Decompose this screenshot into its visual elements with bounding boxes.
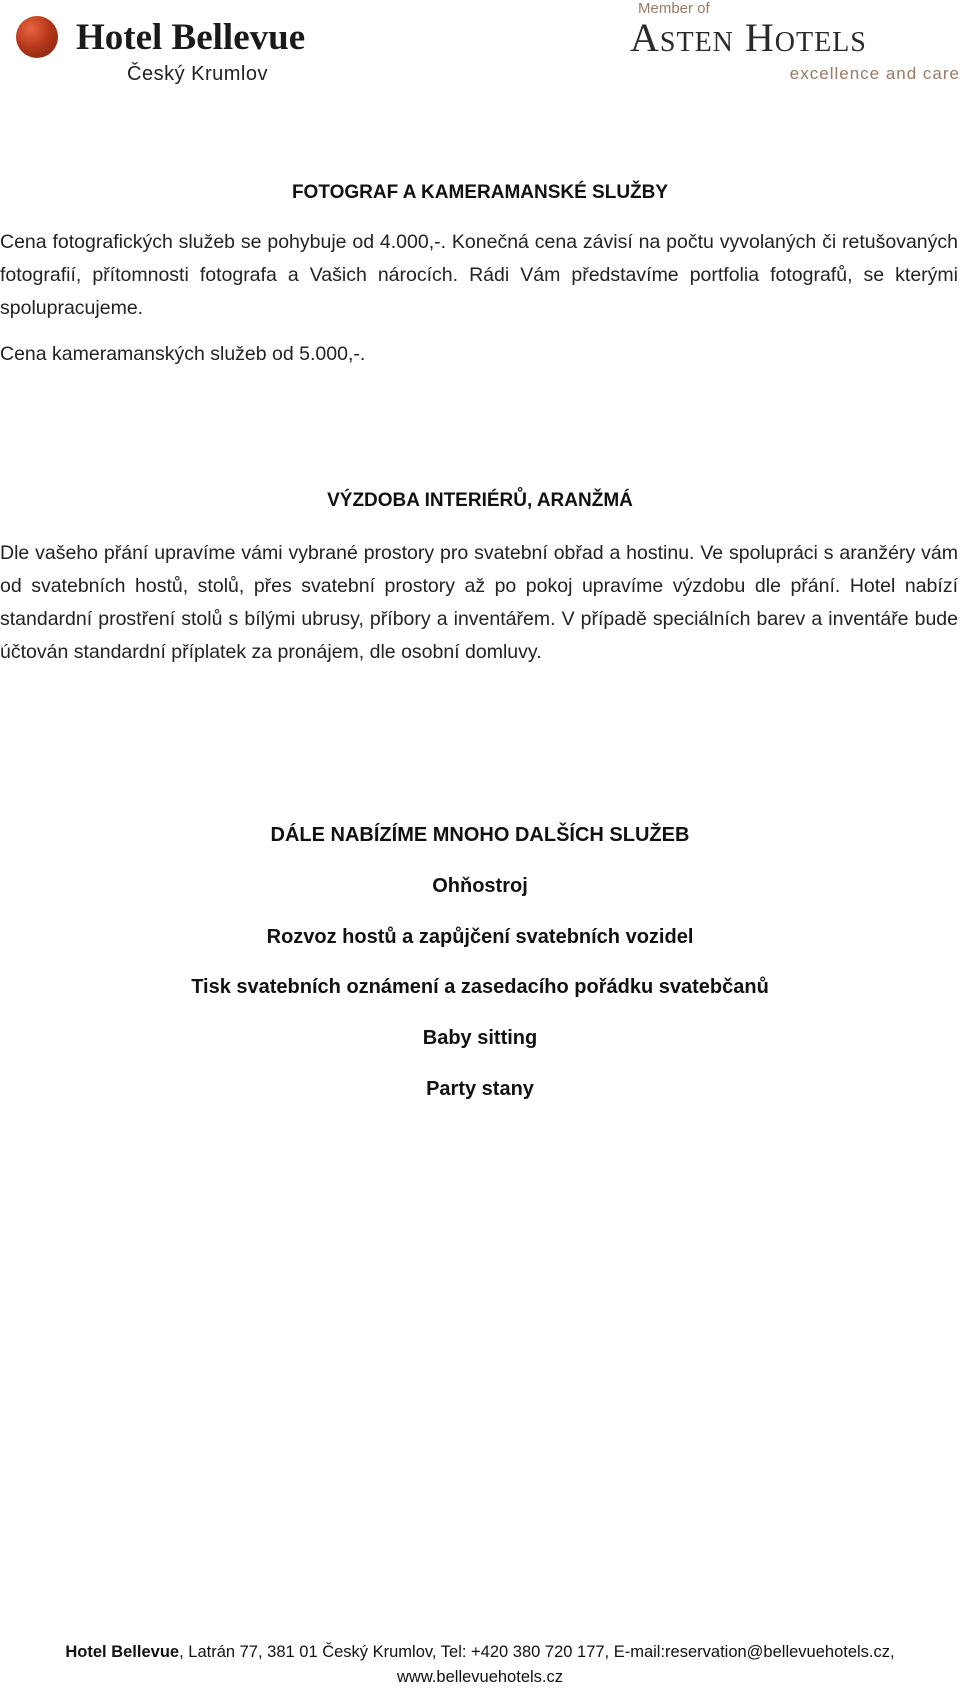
asten-hotels-name: Asten Hotels: [630, 15, 867, 60]
page-header: [0, 0, 960, 100]
footer-address-line: , Latrán 77, 381 01 Český Krumlov, Tel: +420 380 720 177, E-mail:reservation@bellevuehotels.cz,: [179, 1643, 895, 1661]
photo-section-title: FOTOGRAF A KAMERAMANSKÉ SLUŽBY: [291, 182, 669, 203]
hotel-bellevue-logo: [16, 14, 346, 94]
asten-hotels-logo: [630, 0, 960, 90]
service-item-party-tents: Party stany: [426, 1078, 534, 1100]
service-item-transport: Rozvoz hostů a zapůjčení svatebních vozidel: [266, 926, 694, 948]
service-item-fireworks: Ohňostroj: [432, 875, 528, 897]
services-section-title: DÁLE NABÍZÍME MNOHO DALŠÍCH SLUŽEB: [270, 824, 690, 846]
photo-paragraph-2: Cena kameramanských služeb od 5.000,-.: [0, 343, 366, 365]
footer-website: www.bellevuehotels.cz: [397, 1668, 563, 1686]
hotel-name: Hotel Bellevue: [76, 17, 306, 58]
hotel-city: Český Krumlov: [127, 63, 268, 85]
logo-ball-icon: [16, 16, 58, 58]
decor-section-title: VÝZDOBA INTERIÉRŮ, ARANŽMÁ: [327, 490, 633, 511]
asten-tagline: excellence and care: [789, 64, 960, 83]
footer-hotel-name: Hotel Bellevue: [65, 1643, 180, 1661]
service-item-printing: Tisk svatebních oznámení a zasedacího pořádku svatebčanů: [191, 976, 769, 998]
page-footer: [0, 1640, 960, 1690]
photo-paragraph-1: Cena fotografických služeb se pohybuje od 4.000,-. Konečná cena závisí na počtu vyvolaných či retušovaných fotografií, přítomnosti fotografa a Vašich nárocích. Rádi Vám představíme portfolia fotografů, se kterými spolupracujeme.: [0, 231, 958, 319]
decor-paragraph: Dle vašeho přání upravíme vámi vybrané prostory pro svatební obřad a hostinu. Ve spolupráci s aranžéry vám od svatebních hostů, stolů, přes svatební prostory až po pokoj upravíme výzdobu dle přání. Hotel nabízí standardní prostření stolů s bílými ubrusy, příbory a inventářem. V případě speciálních barev a inventáře bude účtován standardní příplatek za pronájem, dle osobní domluvy.: [0, 542, 958, 663]
service-item-baby-sitting: Baby sitting: [422, 1027, 538, 1049]
footer-address: [0, 1640, 960, 1665]
member-of-label: Member of: [638, 0, 710, 17]
